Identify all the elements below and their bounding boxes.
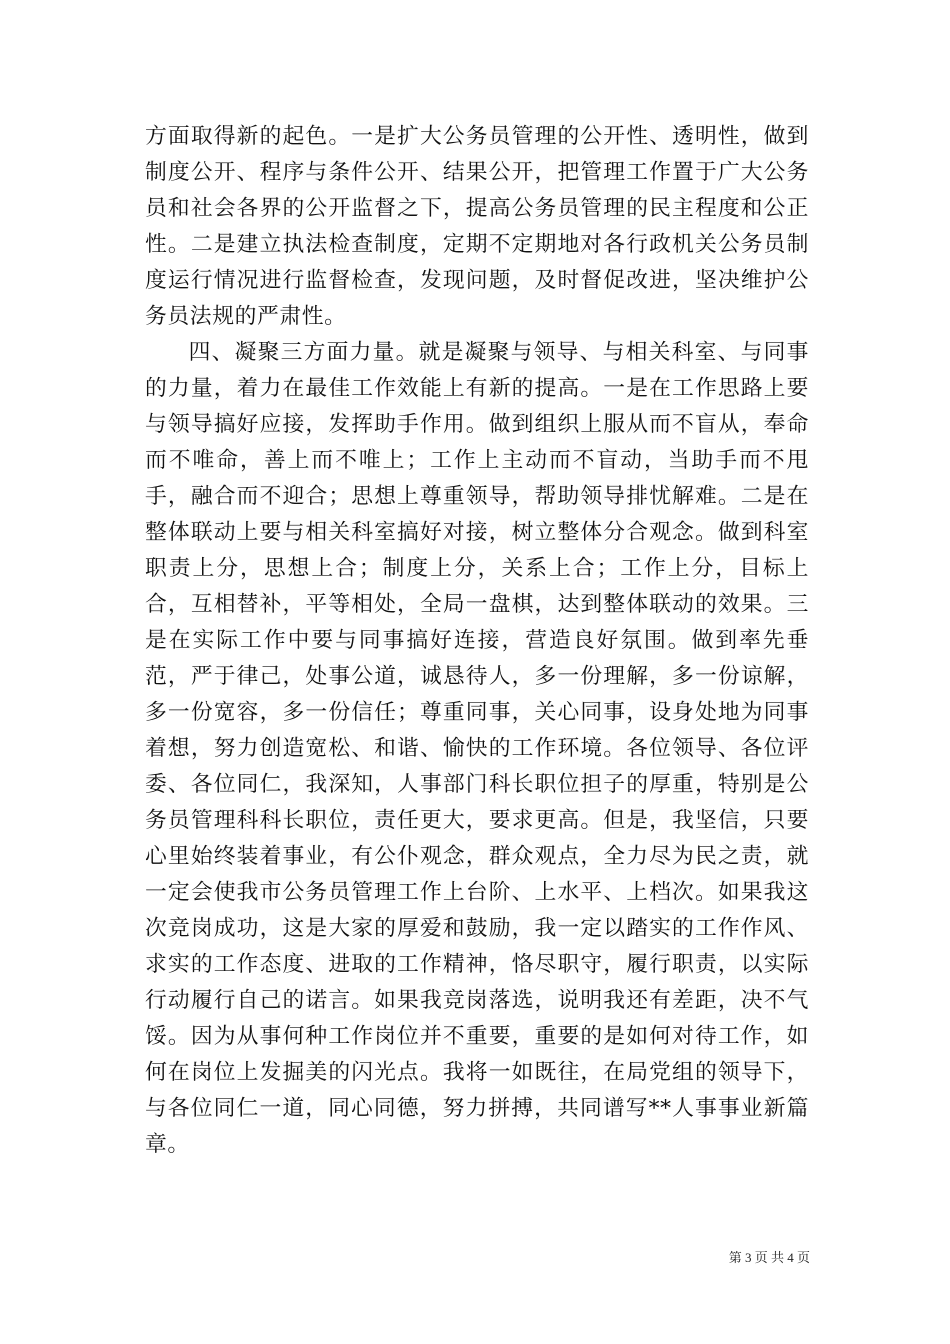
page-number-footer: 第 3 页 共 4 页	[728, 1250, 810, 1265]
document-body	[145, 119, 809, 1163]
paragraph-continuation: 方面取得新的起色。一是扩大公务员管理的公开性、透明性，做到制度公开、程序与条件公开、结果公开，把管理工作置于广大公务员和社会各界的公开监督之下，提高公务员管理的民主程度和公正性。二是建立执法检查制度，定期不定期地对各行政机关公务员制度运行情况进行监督检查，发现问题，及时督促改进，坚决维护公务员法规的严肃性。	[145, 124, 809, 329]
paragraph-section-four: 四、凝聚三方面力量。就是凝聚与领导、与相关科室、与同事的力量，着力在最佳工作效能上有新的提高。一是在工作思路上要与领导搞好应接，发挥助手作用。做到组织上服从而不盲从，奉命而不唯命，善上而不唯上；工作上主动而不盲动，当助手而不甩手，融合而不迎合；思想上尊重领导，帮助领导排忧解难。二是在整体联动上要与相关科室搞好对接，树立整体分合观念。做到科室职责上分，思想上合；制度上分，关系上合；工作上分，目标上合，互相替补，平等相处，全局一盘棋，达到整体联动的效果。三是在实际工作中要与同事搞好连接，营造良好氛围。做到率先垂范，严于律己，处事公道，诚恳待人，多一份理解，多一份谅解，多一份宽容，多一份信任；尊重同事，关心同事，设身处地为同事着想，努力创造宽松、和谐、愉快的工作环境。各位领导、各位评委、各位同仁，我深知，人事部门科长职位担子的厚重，特别是公务员管理科科长职位，责任更大，要求更高。但是，我坚信，只要心里始终装着事业，有公仆观念，群众观点，全力尽为民之责，就一定会使我市公务员管理工作上台阶、上水平、上档次。如果我这次竞岗成功，这是大家的厚爱和鼓励，我一定以踏实的工作作风、求实的工作态度、进取的工作精神，恪尽职守，履行职责，以实际行动履行自己的诺言。如果我竞岗落选，说明我还有差距，决不气馁。因为从事何种工作岗位并不重要，重要的是如何对待工作，如何在岗位上发掘美的闪光点。我将一如既往，在局党组的领导下，与各位同仁一道，同心同德，努力拼搏，共同谱写**人事事业新篇章。	[145, 340, 809, 1157]
